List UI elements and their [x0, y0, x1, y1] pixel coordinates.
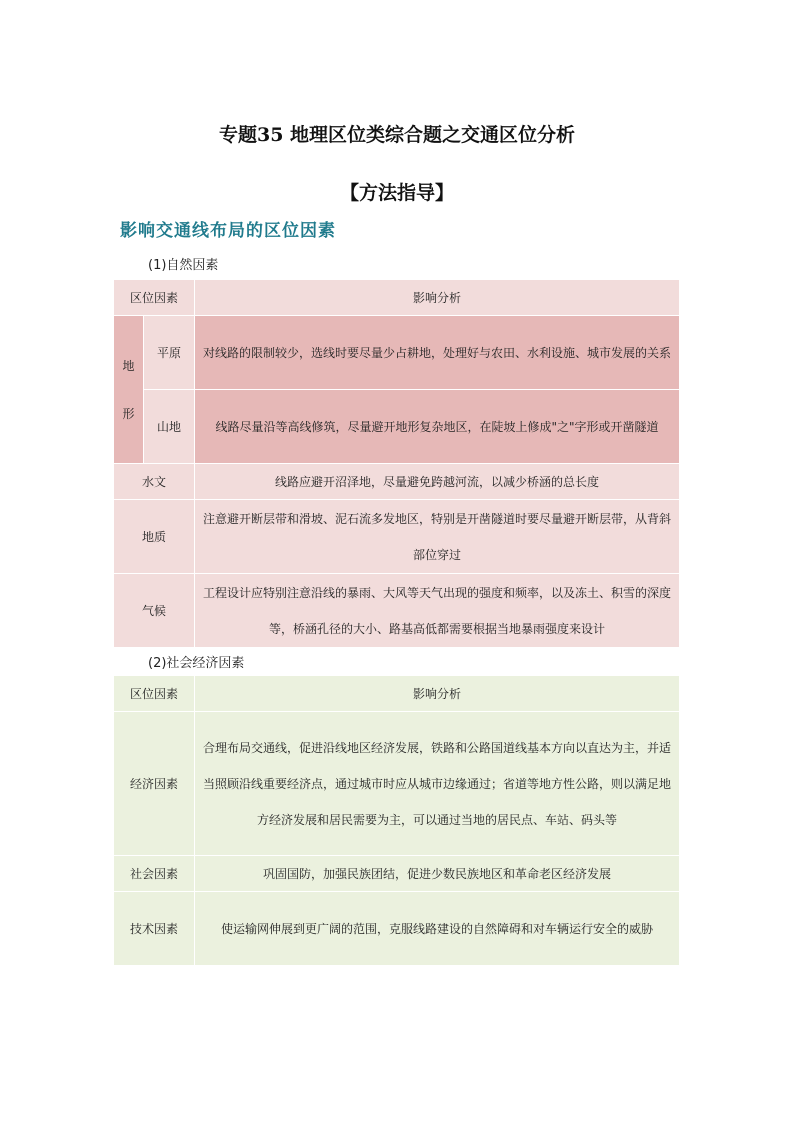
- terrain-label-char-1: 地: [122, 358, 135, 373]
- table-header-row: [114, 676, 680, 712]
- analysis-cell: 巩固国防，加强民族团结，促进少数民族地区和革命老区经济发展: [195, 856, 680, 892]
- table-row: [114, 500, 680, 574]
- page-title: 专题35 地理区位类综合题之交通区位分析: [218, 124, 576, 146]
- natural-factors-subhead: (1)自然因素: [148, 258, 219, 273]
- section-heading: 影响交通线布局的区位因素: [120, 221, 336, 241]
- table-row: [114, 856, 680, 892]
- social-factors-table: [113, 675, 680, 966]
- table-row: [114, 316, 680, 390]
- table-row: [114, 574, 680, 648]
- table-header-row: [114, 280, 680, 316]
- social-factors-subhead: (2)社会经济因素: [148, 656, 245, 671]
- analysis-cell: 线路应避开沼泽地，尽量避免跨越河流，以减少桥涵的总长度: [195, 464, 680, 500]
- table-row: [114, 464, 680, 500]
- terrain-label-char-2: 形: [122, 406, 135, 421]
- analysis-cell: 使运输网伸展到更广阔的范围，克服线路建设的自然障碍和对车辆运行安全的威胁: [195, 892, 680, 966]
- header-analysis: 影响分析: [195, 676, 680, 712]
- table-row: [114, 892, 680, 966]
- factor-cell: 水文: [114, 464, 195, 500]
- factor-cell: 经济因素: [114, 712, 195, 856]
- factor-cell: 山地: [144, 390, 195, 464]
- factor-cell: 技术因素: [114, 892, 195, 966]
- analysis-cell: 对线路的限制较少，选线时要尽量少占耕地，处理好与农田、水利设施、城市发展的关系: [195, 316, 680, 390]
- factor-cell: 地质: [114, 500, 195, 574]
- natural-factors-table: [113, 279, 680, 648]
- terrain-label: [114, 316, 144, 464]
- factor-cell: 平原: [144, 316, 195, 390]
- header-factor: 区位因素: [114, 676, 195, 712]
- header-analysis: 影响分析: [195, 280, 680, 316]
- table-row: [114, 712, 680, 856]
- analysis-cell: 线路尽量沿等高线修筑，尽量避开地形复杂地区，在陡坡上修成"之"字形或开凿隧道: [195, 390, 680, 464]
- section-title: 【方法指导】: [339, 182, 454, 204]
- table-row: [114, 390, 680, 464]
- analysis-cell: 合理布局交通线，促进沿线地区经济发展，铁路和公路国道线基本方向以直达为主，并适当照顾沿线重要经济点，通过城市时应从城市边缘通过；省道等地方性公路，则以满足地方经济发展和居民需要为主，可以通过当地的居民点、车站、码头等: [195, 712, 680, 856]
- analysis-cell: 工程设计应特别注意沿线的暴雨、大风等天气出现的强度和频率，以及冻土、积雪的深度等，桥涵孔径的大小、路基高低都需要根据当地暴雨强度来设计: [195, 574, 680, 648]
- factor-cell: 气候: [114, 574, 195, 648]
- factor-cell: 社会因素: [114, 856, 195, 892]
- analysis-cell: 注意避开断层带和滑坡、泥石流多发地区，特别是开凿隧道时要尽量避开断层带，从背斜部位穿过: [195, 500, 680, 574]
- header-factor: 区位因素: [114, 280, 195, 316]
